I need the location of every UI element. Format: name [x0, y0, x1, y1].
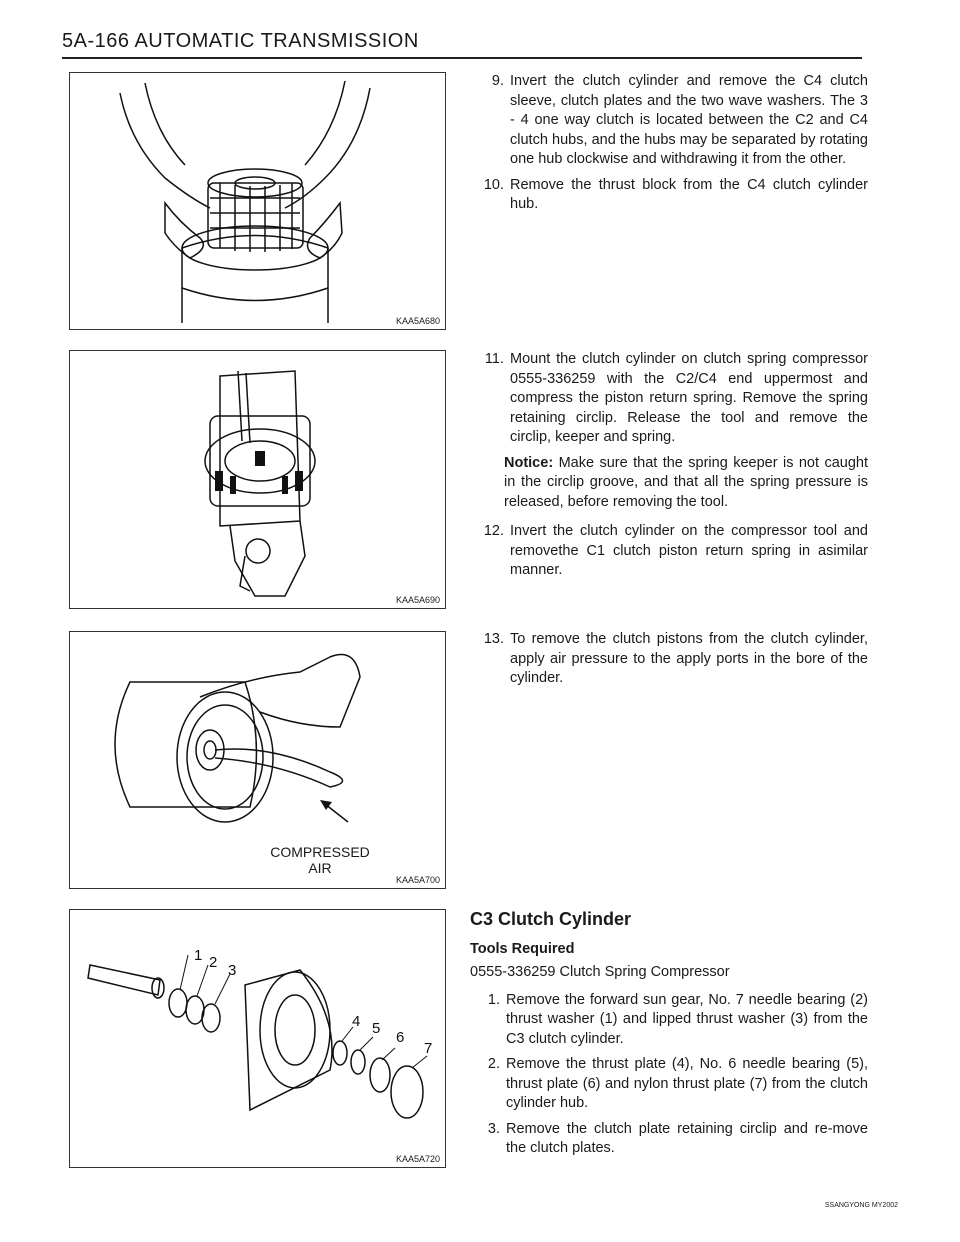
part-label-2: 2	[209, 954, 218, 971]
step-13	[470, 630, 868, 689]
part-label-1: 1	[194, 947, 203, 964]
step-12	[470, 522, 868, 581]
c3-step-2	[470, 1055, 868, 1114]
part-label-7: 7	[424, 1040, 433, 1057]
step-text: Invert the clutch cylinder and remove the C4 clutch sleeve, clutch plates and the two wave washers. The 3 - 4 one way clutch is located between the C2 and C4 clutch hubs, and the hubs may be separated by rotating one hub clockwise and withdrawing it from the other.	[510, 73, 868, 167]
step-9	[470, 72, 868, 170]
figure-code: KAA5A720	[395, 1154, 440, 1164]
part-label-6: 6	[396, 1029, 405, 1046]
step-text: Invert the clutch cylinder on the compressor tool and removethe C1 clutch piston return spring in asimilar manner.	[510, 523, 868, 578]
step-text: Remove the thrust plate (4), No. 6 needle bearing (5), thrust plate (6) and nylon thrust plate (7) from the clutch cylinder hub.	[506, 1056, 868, 1111]
page-footer: SSANGYONG MY2002	[824, 1202, 898, 1209]
figure-compressed-air	[69, 631, 446, 889]
header-rule	[62, 57, 862, 59]
step-number: 11.	[484, 351, 504, 367]
steps-block-3	[470, 630, 868, 695]
clutch-cylinder-hands-illustration	[70, 73, 445, 329]
steps-block-2	[470, 350, 868, 587]
step-number: 1.	[487, 991, 500, 1008]
step-number: 9.	[491, 73, 504, 89]
step-10	[470, 176, 868, 215]
c3-clutch-parts-illustration	[70, 910, 445, 1167]
tools-required-heading: Tools Required	[470, 940, 575, 957]
spring-compressor-illustration	[70, 351, 445, 608]
c3-step-1	[470, 991, 868, 1050]
c3-step-3	[470, 1120, 868, 1159]
step-number: 10.	[483, 176, 504, 193]
step-text: Remove the clutch plate retaining circlip and re-move the clutch plates.	[506, 1120, 868, 1156]
notice	[504, 454, 868, 513]
tools-required-line: 0555-336259 Clutch Spring Compressor	[470, 964, 730, 980]
c3-clutch-section	[470, 910, 868, 1165]
compressed-air-label-line2: AIR	[308, 860, 332, 876]
part-label-5: 5	[372, 1020, 381, 1037]
part-label-4: 4	[352, 1013, 361, 1030]
step-text: Remove the thrust block from the C4 clutch cylinder hub.	[510, 176, 868, 212]
compressed-air-label	[260, 844, 380, 876]
figure-code: KAA5A690	[395, 595, 440, 605]
notice-text: Make sure that the spring keeper is not caught in the circlip groove, and that all the spring pressure is released, before removing the tool.	[504, 454, 868, 510]
part-label-3: 3	[228, 962, 237, 979]
step-number: 13.	[483, 631, 504, 647]
section-title: C3 Clutch Cylinder	[470, 909, 632, 929]
figure-code: KAA5A700	[395, 875, 440, 885]
step-text: To remove the clutch pistons from the clutch cylinder, apply air pressure to the apply ports in the bore of the cylinder.	[510, 631, 868, 686]
step-text: Mount the clutch cylinder on clutch spring compressor 0555-336259 with the C2/C4 end uppermost and compress the piston return spring. Remove the spring retaining circlip. Release the tool and remove the circlip, keeper and spring.	[510, 351, 868, 445]
step-11	[470, 350, 868, 448]
page-header: 5A-166 AUTOMATIC TRANSMISSION	[62, 30, 419, 52]
figure-c3-clutch-parts	[69, 909, 446, 1168]
step-number: 12.	[483, 523, 504, 539]
figure-clutch-cylinder-hands	[69, 72, 446, 330]
steps-block-1	[470, 72, 868, 221]
step-text: Remove the forward sun gear, No. 7 needle bearing (2) thrust washer (1) and lipped thrust washer (3) from the C3 clutch cylinder.	[506, 991, 868, 1047]
compressed-air-label-line1: COMPRESSED	[270, 844, 370, 860]
step-number: 3.	[487, 1120, 500, 1137]
step-number: 2.	[487, 1056, 500, 1072]
notice-label: Notice:	[504, 454, 554, 471]
figure-spring-compressor	[69, 350, 446, 609]
compressed-air-illustration	[70, 632, 445, 888]
figure-code: KAA5A680	[395, 316, 440, 326]
